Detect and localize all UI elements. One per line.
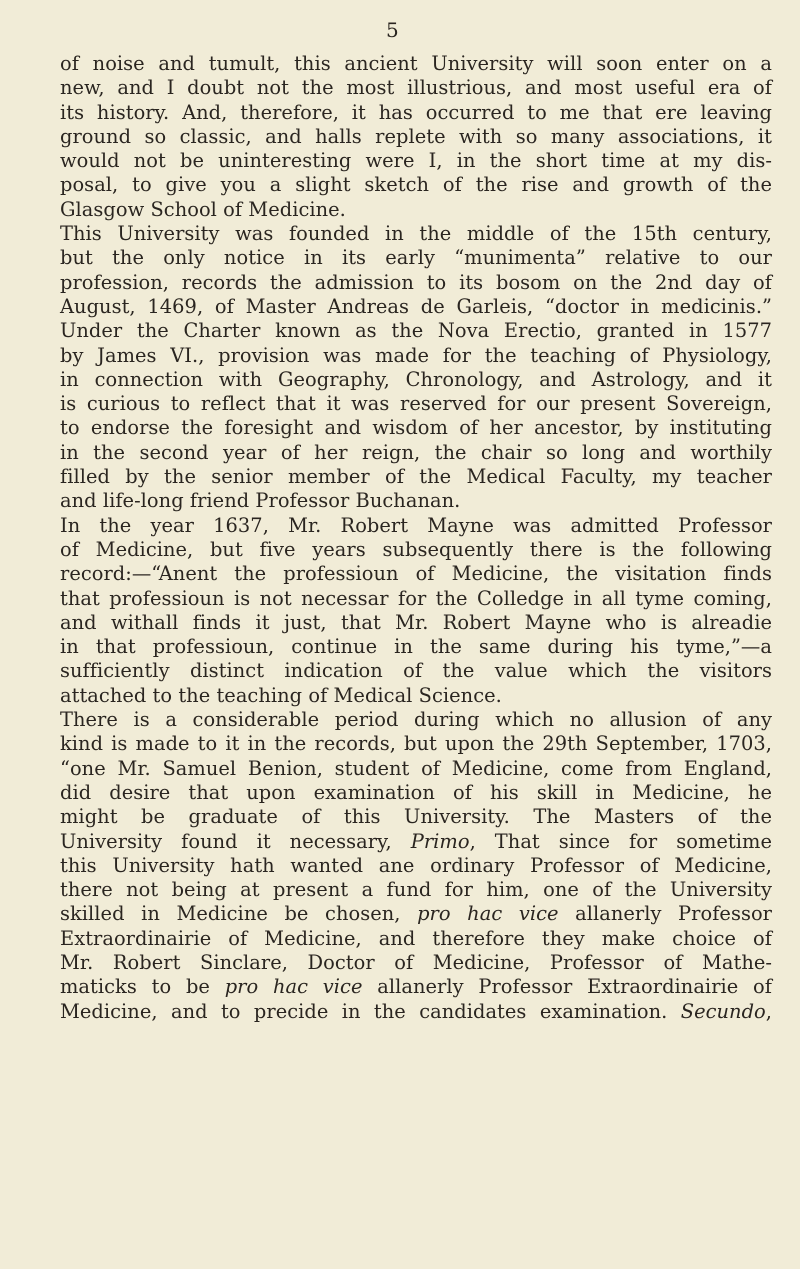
text-line: Medicine, and to precide in the candidates examination. Secundo, [60, 999, 772, 1023]
italic-term: pro hac vice [417, 902, 559, 926]
text-line: Under the Charter known as the Nova Erectio, granted in 1577 [60, 319, 772, 343]
text-line: University found it necessary, Primo, That since for sometime [60, 829, 772, 853]
text-line: profession, records the admission to its bosom on the 2nd day of [60, 270, 772, 294]
text-line: This University was founded in the middle of the 15th century, [60, 222, 772, 246]
text-line: that professioun is not necessar for the Colledge in all tyme coming, [60, 586, 772, 610]
text-line: of noise and tumult, this ancient University will soon enter on a [60, 52, 772, 75]
text-line: would not be uninteresting were I, in the short time at my dis- [60, 149, 772, 173]
text-line: and life-long friend Professor Buchanan. [60, 489, 461, 513]
text-line: skilled in Medicine be chosen, pro hac vice allanerly Professor [60, 902, 772, 926]
italic-term: pro hac vice [224, 975, 363, 999]
text-line: Mr. Robert Sinclare, Doctor of Medicine, Professor of Mathe- [60, 950, 772, 974]
text-line: and withall finds it just, that Mr. Robert Mayne who is alreadie [60, 610, 772, 634]
text-line: sufficiently distinct indication of the value which the visitors [60, 659, 772, 683]
text-line: this University hath wanted ane ordinary Professor of Medicine, [60, 853, 772, 877]
text-line: posal, to give you a slight sketch of the rise and growth of the [60, 173, 772, 197]
text-line: filled by the senior member of the Medical Faculty, my teacher [60, 465, 772, 489]
text-line: did desire that upon examination of his skill in Medicine, he [60, 780, 772, 804]
text-line: in connection with Geography, Chronology, and Astrology, and it [60, 367, 772, 391]
text-line: but the only notice in its early “munimenta” relative to our [60, 246, 772, 270]
text-line: of Medicine, but five years subsequently there is the following [60, 537, 772, 561]
text-line: ground so classic, and halls replete with so many associations, it [60, 124, 772, 148]
text-line: is curious to reflect that it was reserved for our present Sovereign, [60, 392, 772, 416]
page-number: 5 [386, 18, 399, 42]
text-line: maticks to be pro hac vice allanerly Professor Extraordinairie of [60, 975, 772, 999]
text-line: record:—“Anent the professioun of Medicine, the visitation finds [60, 562, 772, 586]
text-line: Extraordinairie of Medicine, and therefore they make choice of [60, 926, 772, 950]
text-line: attached to the teaching of Medical Science. [60, 683, 502, 707]
text-line: its history. And, therefore, it has occurred to me that ere leaving [60, 100, 772, 124]
text-line: to endorse the foresight and wisdom of her ancestor, by instituting [60, 416, 772, 440]
text-line: by James VI., provision was made for the teaching of Physiology, [60, 343, 772, 367]
text-line: In the year 1637, Mr. Robert Mayne was admitted Professor [60, 513, 772, 537]
text-line: in the second year of her reign, the chair so long and worthily [60, 440, 772, 464]
text-line: in that professioun, continue in the same during his tyme,”—a [60, 635, 772, 659]
text-line: new, and I doubt not the most illustrious, and most useful era of [60, 76, 772, 100]
text-line: August, 1469, of Master Andreas de Garleis, “doctor in medicinis.” [60, 294, 772, 318]
text-line: There is a considerable period during which no allusion of any [60, 708, 772, 732]
text-line: kind is made to it in the records, but upon the 29th September, 1703, [60, 732, 772, 756]
italic-term: Secundo [680, 999, 766, 1023]
text-line: might be graduate of this University. The Masters of the [60, 805, 772, 829]
text-line: there not being at present a fund for him, one of the University [60, 878, 772, 902]
italic-term: Primo [410, 829, 470, 853]
text-line: Glasgow School of Medicine. [60, 197, 346, 221]
text-line: “one Mr. Samuel Benion, student of Medicine, come from England, [60, 756, 772, 780]
body-text [60, 52, 772, 1024]
